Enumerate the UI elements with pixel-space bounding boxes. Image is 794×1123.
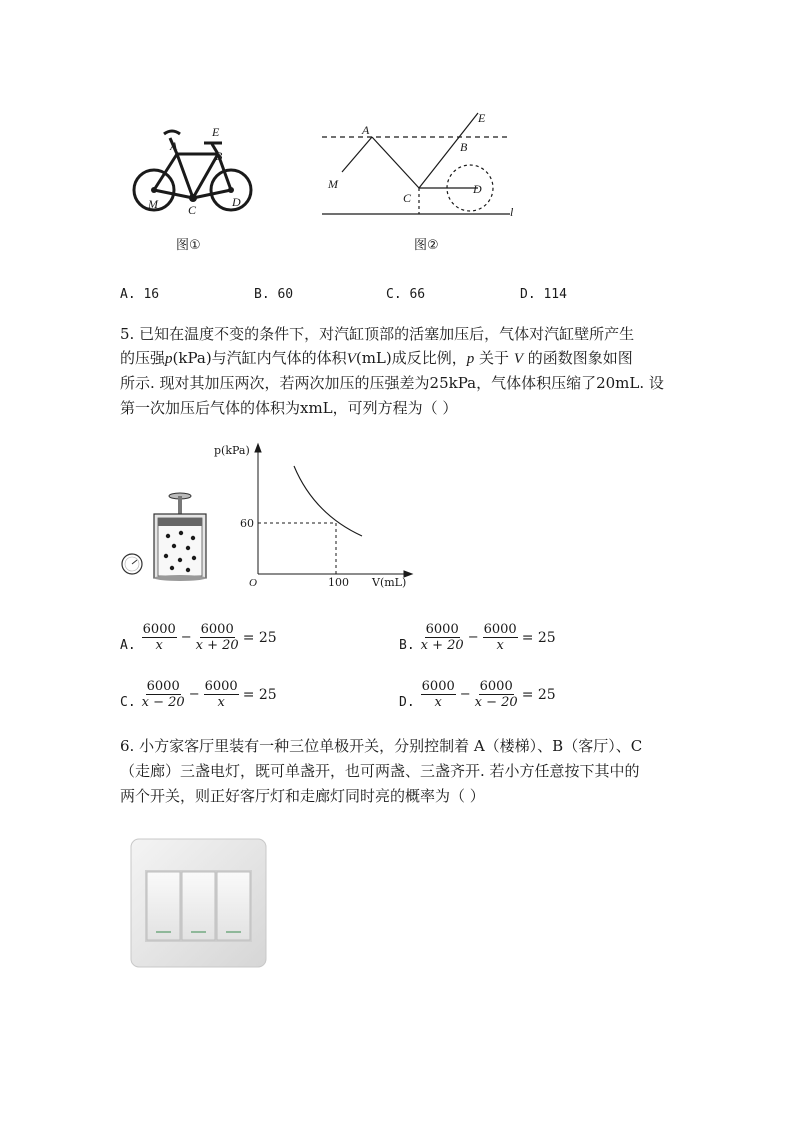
fig2-label-M: M <box>328 177 338 191</box>
figure1-caption: 图① <box>176 238 201 253</box>
q4-option-a: A. 16 <box>120 287 160 302</box>
fig1-label-A: A <box>170 139 178 153</box>
q5-line-2: 的压强p(kPa)与汽缸内气体的体积V(mL)成反比例，p 关于 V 的函数图象如图 <box>120 349 633 367</box>
q5-option-d: D. $\frac{6000}{x}$ − $\frac{6000}{x - 20}$ = 25 <box>399 679 556 710</box>
q6-line-2: （走廊）三盏电灯，既可单盏开，也可两盏、三盏齐开. 若小方任意按下其中的 <box>120 762 640 780</box>
q4-option-d: D. 114 <box>520 287 567 302</box>
fig2-label-B: B <box>460 140 468 154</box>
cylinder-illustration <box>118 488 218 584</box>
fig2-label-A: A <box>362 123 370 137</box>
bicycle-figure <box>120 118 270 228</box>
figure2-caption: 图② <box>414 238 439 253</box>
fig1-label-D: D <box>232 195 241 209</box>
graph-x-tick: 100 <box>328 576 349 589</box>
fig2-label-C: C <box>403 191 412 205</box>
graph-y-tick: 60 <box>240 517 254 530</box>
q6-line-3: 两个开关，则正好客厅灯和走廊灯同时亮的概率为（ ） <box>120 787 485 805</box>
fig1-label-E: E <box>212 125 220 139</box>
fig1-label-C: C <box>188 203 197 217</box>
fig2-label-D: D <box>473 182 482 196</box>
geometry-figure <box>320 108 530 223</box>
graph-y-axis-label: p(kPa) <box>214 444 250 457</box>
q5-line-1: 5. 已知在温度不变的条件下，对汽缸顶部的活塞加压后，气体对汽缸壁所产生 <box>120 325 635 343</box>
q5-line-4: 第一次加压后气体的体积为xmL，可列方程为（ ） <box>120 399 458 417</box>
graph-origin-label: O <box>249 577 257 589</box>
q4-option-b: B. 60 <box>254 287 294 302</box>
fig1-label-B: B <box>215 149 223 163</box>
q5-option-a: A. $\frac{6000}{x}$ − $\frac{6000}{x + 20}$ = 25 <box>120 622 277 653</box>
q5-option-b: B. $\frac{6000}{x + 20}$ − $\frac{6000}{x}$ = 25 <box>399 622 556 653</box>
pressure-volume-graph <box>214 440 416 590</box>
fig2-label-E: E <box>478 111 486 125</box>
graph-x-axis-label: V(mL) <box>372 576 407 589</box>
q6-line-1: 6. 小方家客厅里装有一种三位单极开关，分别控制着 A（楼梯）、B（客厅）、C <box>120 737 643 755</box>
light-switch-photo <box>130 838 267 968</box>
q5-line-3: 所示. 现对其加压两次，若两次加压的压强差为25kPa，气体体积压缩了20mL. 设 <box>120 374 664 392</box>
q4-option-c: C. 66 <box>386 287 426 302</box>
q5-option-c: C. $\frac{6000}{x - 20}$ − $\frac{6000}{x}$ = 25 <box>120 679 277 710</box>
fig1-label-M: M <box>148 197 158 211</box>
fig2-label-l: l <box>510 205 514 219</box>
